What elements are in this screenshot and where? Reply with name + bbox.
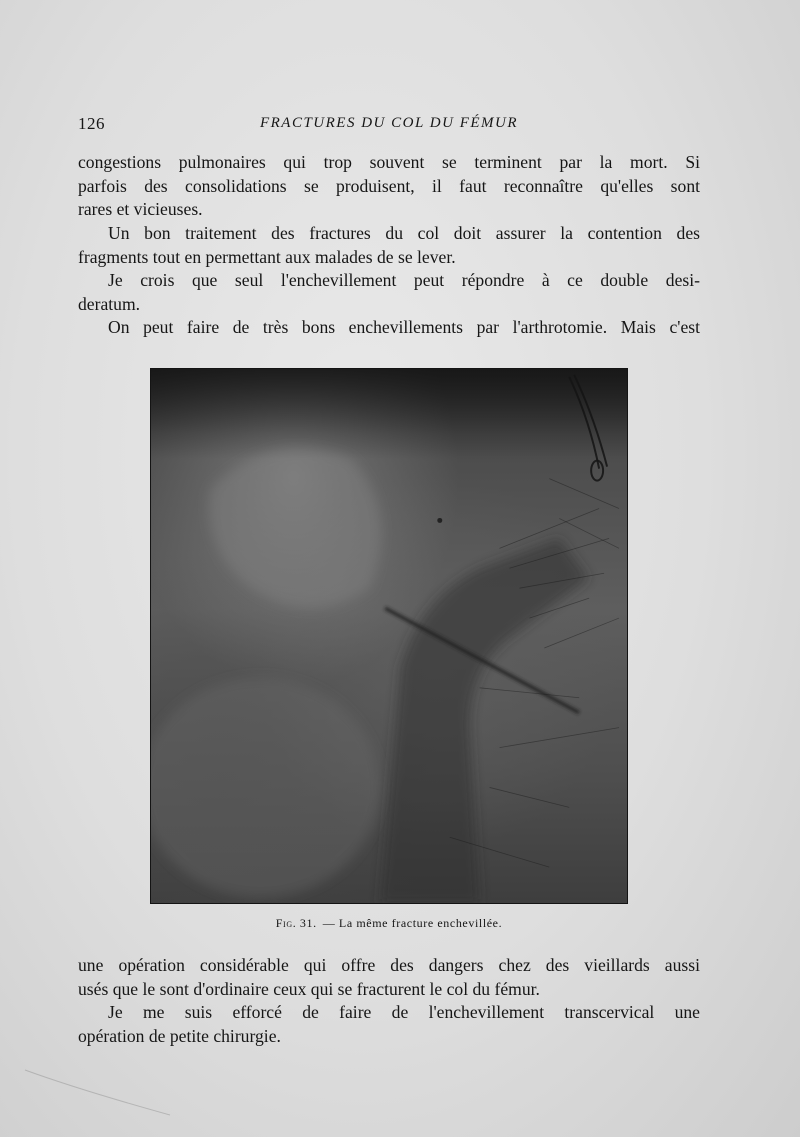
figure-caption-text: — La même fracture enchevillée. bbox=[322, 916, 503, 930]
figure-caption bbox=[150, 916, 628, 931]
text-line: parfois des consolidations se produisent, il faut reconnaître qu'elles sont bbox=[78, 175, 700, 196]
xray-figure bbox=[150, 368, 628, 904]
text-line: deratum. bbox=[78, 293, 141, 314]
text-line: rares et vicieuses. bbox=[78, 199, 203, 219]
femoral-head-shadow bbox=[209, 449, 381, 608]
page-number: 126 bbox=[78, 114, 105, 133]
text-line: usés que le sont d'ordinaire ceux qui se fracturent le col du fémur. bbox=[78, 978, 540, 999]
text-line: fragments tout en permettant aux malades de se lever. bbox=[78, 246, 456, 267]
xray-image bbox=[151, 369, 627, 903]
paragraph bbox=[78, 222, 700, 269]
text-line: opération de petite chirurgie. bbox=[78, 1025, 281, 1046]
pelvis-shadow bbox=[151, 678, 380, 897]
dark-spot bbox=[437, 518, 442, 523]
paper-scratch bbox=[20, 1060, 180, 1120]
paragraph bbox=[78, 316, 700, 340]
figure-label: Fig. 31. bbox=[275, 916, 317, 930]
paragraph bbox=[78, 269, 700, 316]
paragraph bbox=[78, 1001, 700, 1048]
text-line: Je crois que seul l'enchevillement peut répondre à ce double desi- bbox=[108, 270, 700, 290]
text-line: Je me suis efforcé de faire de l'enchevillement transcervical une bbox=[108, 1002, 700, 1022]
text-line: une opération considérable qui offre des dangers chez des vieillards aussi bbox=[78, 955, 700, 975]
femur-shadow bbox=[380, 538, 589, 903]
running-title: FRACTURES DU COL DU FÉMUR bbox=[259, 115, 519, 131]
text-line: Un bon traitement des fractures du col doit assurer la contention des bbox=[108, 223, 700, 243]
text-line: On peut faire de très bons enchevillements par l'arthrotomie. Mais c'est bbox=[108, 317, 700, 337]
paragraph bbox=[78, 954, 700, 1001]
page-header bbox=[78, 114, 700, 138]
text-line: congestions pulmonaires qui trop souvent se terminent par la mort. Si bbox=[78, 152, 700, 172]
paragraph bbox=[78, 151, 700, 222]
safety-pin bbox=[569, 375, 607, 481]
